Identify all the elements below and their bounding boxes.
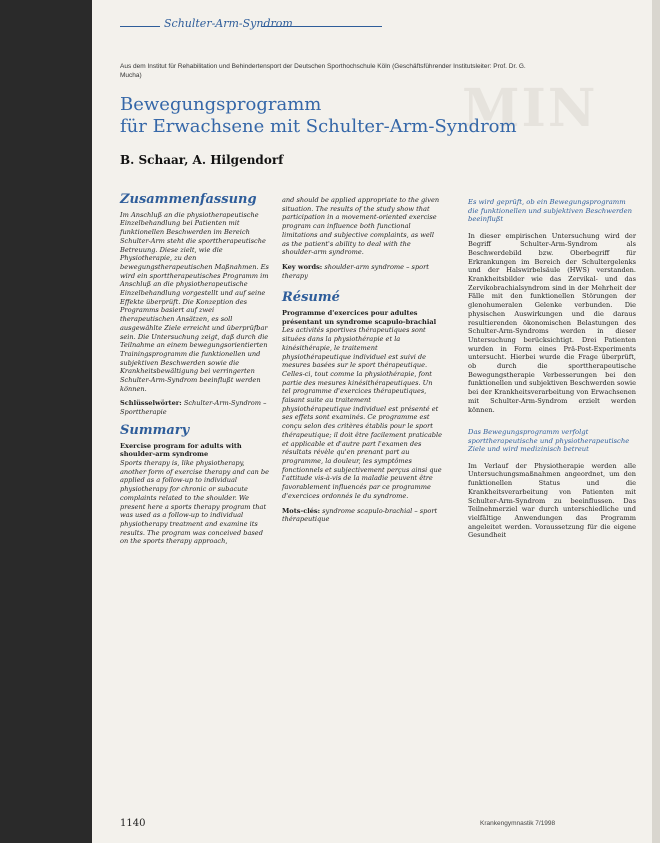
column-2: [282, 196, 442, 534]
column-1: [120, 192, 270, 552]
motscles: [282, 507, 442, 524]
page-edge-shadow: [652, 0, 660, 843]
institute-affiliation: Aus dem Institut für Rehabilitation und Behindertensport der Deutschen Sporthochschule Köln (Geschäftsführender Institutsleiter: Prof. Dr. G. Mucha): [120, 63, 526, 79]
summary-subtitle: Exercise program for adults with shoulder-arm syndrome: [120, 441, 242, 459]
resume-subtitle: Programme d'exercices pour adultes présentant un syndrome scapulo-brachial: [282, 309, 437, 326]
resume-heading: Résumé: [282, 290, 340, 306]
keywords-text: shoulder-arm syndrome – sport therapy: [282, 262, 429, 280]
page-number: 1140: [120, 818, 146, 829]
keywords: [282, 263, 442, 280]
resume-text: Les activités sportives thérapeutiques sont situées dans la physiothérapie et la kinésithérapie, le traitement physiothérapeutique individuel est suivi de mesures basées sur le sport thérapeutique. Celles-ci, tout comme la physiothérapie, font partie des mesures kinésithérapeutiques. Un tel programme d'exercices thérapeutiques, faisant suite au traitement physiothérapeutique individuel est présenté et ses effets sont examinés. Ce programme est conçu selon des critères établis pour le sport thérapeutique; il doit être facilement praticable et applicable et d'autre part l'examen des résultats révèle qu'en prenant part au programme, la douleur, les symptômes fonctionnels et subjectivement perçus ainsi que l'attitude vis-à-vis de la maladie peuvent être favorablement influencés par ce programme d'exercices ordonnés le du syndrome.: [282, 326, 443, 500]
header-rule-left: [120, 26, 160, 27]
motscles-text: syndrome scapulo-brachial – sport thérapeutique: [282, 506, 438, 524]
summary-continued: and should be applied appropriate to the given situation. The results of the study show that participation in a movement-oriented exercise program can influence both functional limitations and subjective complaints, as well as the patient's ability to deal with the shoulder-arm syndrome.: [282, 196, 440, 257]
journal-page: [92, 0, 660, 843]
schluesselwoerter: [120, 399, 270, 416]
background-watermark: MIN: [462, 78, 598, 139]
section-question-2: Das Bewegungsprogramm verfolgt sporttherapeutische und physiotherapeutische Ziele und wird medizinisch betreut: [468, 428, 630, 454]
schluesselwoerter-label: Schlüsselwörter:: [120, 399, 182, 408]
motscles-label: Mots-clés:: [282, 506, 321, 515]
section-text-2: Im Verlauf der Physiotherapie werden alle Untersuchungsmaßnahmen angeordnet, um den funktionellen Status und die Krankheitsverarbeitung von Patienten mit Schulter-Arm-Syndrom zu beeinflussen. Das Teilnehmerziel war durch unterschiedliche und vielfältige Anwendungen das Programm angeleitet werden. Voraussetzung für die eigene Gesundheit: [468, 461, 636, 540]
summary-text: Sports therapy is, like physiotherapy, another form of exercise therapy and can be applied as a follow-up to individual physiotherapy for chronic or subacute complaints related to the shoulder. We present here a sports therapy program that was used as a follow-up to individual physiotherapy treatment and examine its results. The program was conceived based on the sports therapy approach,: [120, 458, 269, 546]
zusammenfassung-text: Im Anschluß an die physiotherapeutische Einzelbehandlung bei Patienten mit funktionellen Beschwerden im Bereich Schulter-Arm steht die sporttherapeutische Betreuung. Diese zielt, wie die Physiotherapie, zu den bewegungstherapeutischen Maßnahmen. Es wird ein sporttherapeutisches Programm im Anschluß an die physiotherapeutische Einzelbehandlung vorgestellt und auf seine Effekte überprüft. Die Konzeption des Programms basiert auf zwei therapeutischen Ansätzen, es soll ausgewählte Ziele erreicht und überprüfbar sein. Die Untersuchung zeigt, daß durch die Teilnahme an einem bewegungsorientierten Trainingsprogramm die funktionellen und subjektiven Beschwerden sowie die Krankheitsbewältigung bei verringerten Schulter-Arm-Syndrom beeinflußt werden können.: [120, 210, 269, 393]
running-title: Schulter-Arm-Syndrom: [164, 17, 293, 30]
header-rule-right: [262, 26, 382, 27]
keywords-label: Key words:: [282, 262, 323, 271]
column-3: [468, 198, 636, 548]
schluesselwoerter-text: Schulter-Arm-Syndrom – Sporttherapie: [120, 399, 267, 417]
article-title: [120, 94, 600, 138]
journal-source: Krankengymnastik 7/1998: [480, 820, 556, 827]
article-title-line1: Bewegungsprogramm: [120, 94, 322, 115]
section-text-1: In dieser empirischen Untersuchung wird der Begriff Schulter-Arm-Syndrom als Beschwerdebild bzw. Oberbegriff für Erkrankungen im Bereich der Schultergelenks und der Halswirbelsäule (HWS) verstanden. Krankheitsbilder wie das Zervikal- und das Zervikobrachialsyndrom sind in der Mehrheit der Fälle mit den funktionellen Störungen der glenohumeralen Gelenke verbunden. Die physischen Auswirkungen und die daraus resultierenden ökonomischen Belastungen des Schulter-Arm-Syndroms werden in dieser Untersuchung berücksichtigt. Drei Patienten wurden in Form eines Prä-Post-Experiments untersucht. Hierbei wurde die Frage überprüft, ob durch die sporttherapeutische Bewegungstherapie Verbesserungen bei den funktionellen und subjektiven Beschwerden sowie bei der Krankheitsverarbeitung von Erwachsenen mit Schulter-Arm-Syndrom erzielt werden können.: [468, 231, 636, 414]
zusammenfassung-heading: Zusammenfassung: [120, 192, 257, 207]
section-question-1: Es wird geprüft, ob ein Bewegungsprogramm die funktionellen und subjektiven Beschwerden beeinflußt: [468, 198, 632, 223]
summary-heading: Summary: [120, 422, 190, 438]
article-authors: B. Schaar, A. Hilgendorf: [120, 153, 284, 167]
article-title-line2: für Erwachsene mit Schulter-Arm-Syndrom: [120, 116, 517, 137]
